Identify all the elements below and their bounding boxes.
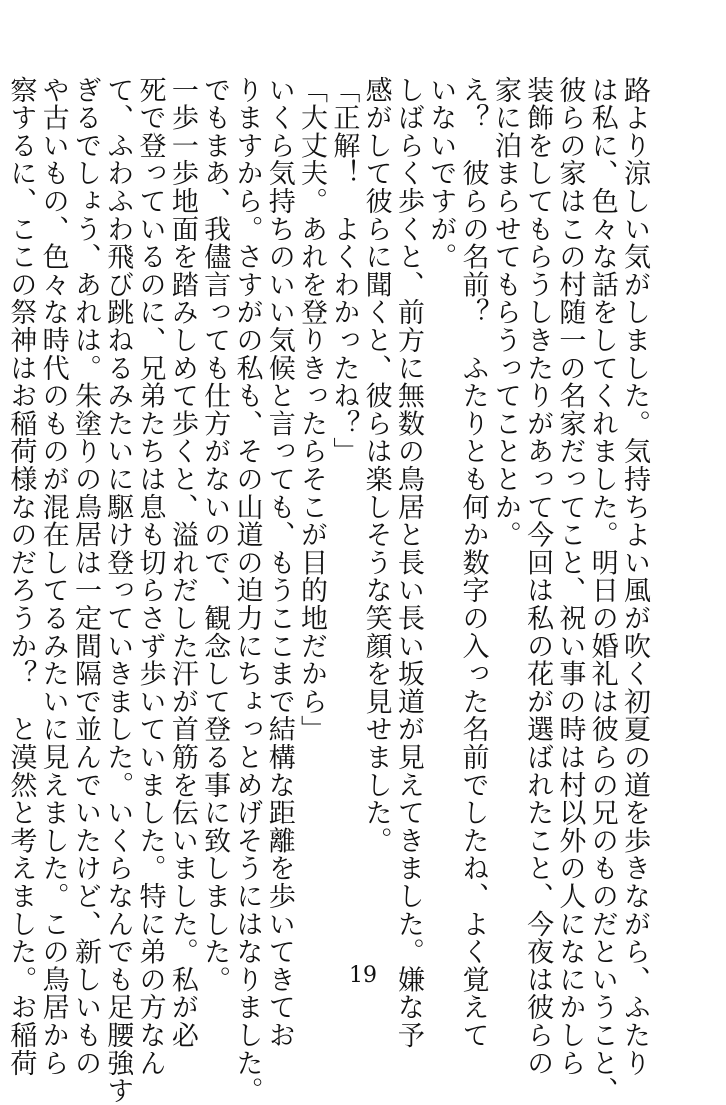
text-line: ぎるでしょう、あれは。朱塗りの鳥居は一定間隔で並んでいたけど、新しいもの bbox=[69, 76, 101, 1077]
text-line: でもまあ、我儘言っても仕方がないので、観念して登る事に致しました。 bbox=[199, 76, 231, 994]
text-line: 死で登っているのに、兄弟たちは息も切らさず歩いていました。特に弟の方なん bbox=[134, 76, 166, 1077]
text-line: いくら気持ちのいい気候と言っても、もうここまで結構な距離を歩いてきてお bbox=[263, 76, 295, 1049]
text-line: りますから。さすがの私も、その山道の迫力にちょっとめげそうにはなりました。 bbox=[231, 76, 263, 1105]
text-line: 路より涼しい気がしました。気持ちよい風が吹く初夏の道を歩きながら、ふたり bbox=[619, 76, 650, 1077]
text-line: 装飾をしてもらうしきたりがあって今回は私の花が選ばれたこと、今夜は彼らの bbox=[522, 76, 554, 1077]
text-line: 感がして彼らに聞くと、彼らは楽しそうな笑顔を見せました。 bbox=[360, 76, 392, 855]
text-line: しばらく歩くと、前方に無数の鳥居と長い長い坂道が見えてきました。嫌な予 bbox=[392, 76, 424, 1049]
text-line: は私に、色々な話をしてくれました。明日の婚礼は彼らの兄のものだということ、 bbox=[586, 76, 618, 1105]
text-line: いないですが。 bbox=[425, 76, 457, 271]
text-line: 彼らの家はこの村随一の名家だってこと、祝い事の時は村以外の人になにかしら bbox=[554, 76, 586, 1077]
text-line: 一歩一歩地面を踏みしめて歩くと、溢れだした汗が首筋を伝いました。私が必 bbox=[166, 76, 198, 1049]
text-line: や古いもの、色々な時代のものが混在してるみたいに見えました。この鳥居から bbox=[37, 76, 69, 1077]
text-line: え？ 彼らの名前？ ふたりとも何か数字の入った名前でしたね、よく覚えて bbox=[457, 76, 489, 1049]
page-number: 19 bbox=[349, 963, 377, 988]
text-line: 「正解！ よくわかったね？」 bbox=[328, 76, 360, 466]
text-line: て、ふわふわ飛び跳ねるみたいに駆け登っていきました。いくらなんでも足腰強す bbox=[102, 76, 134, 1105]
text-line: 察するに、ここの祭神はお稲荷様なのだろうか？ と漠然と考えました。お稲荷 bbox=[5, 76, 37, 1077]
text-line: 「大丈夫。あれを登りきったらそこが目的地だから」 bbox=[296, 76, 328, 744]
text-line: 家に泊まらせてもらうってこととか。 bbox=[489, 76, 521, 549]
